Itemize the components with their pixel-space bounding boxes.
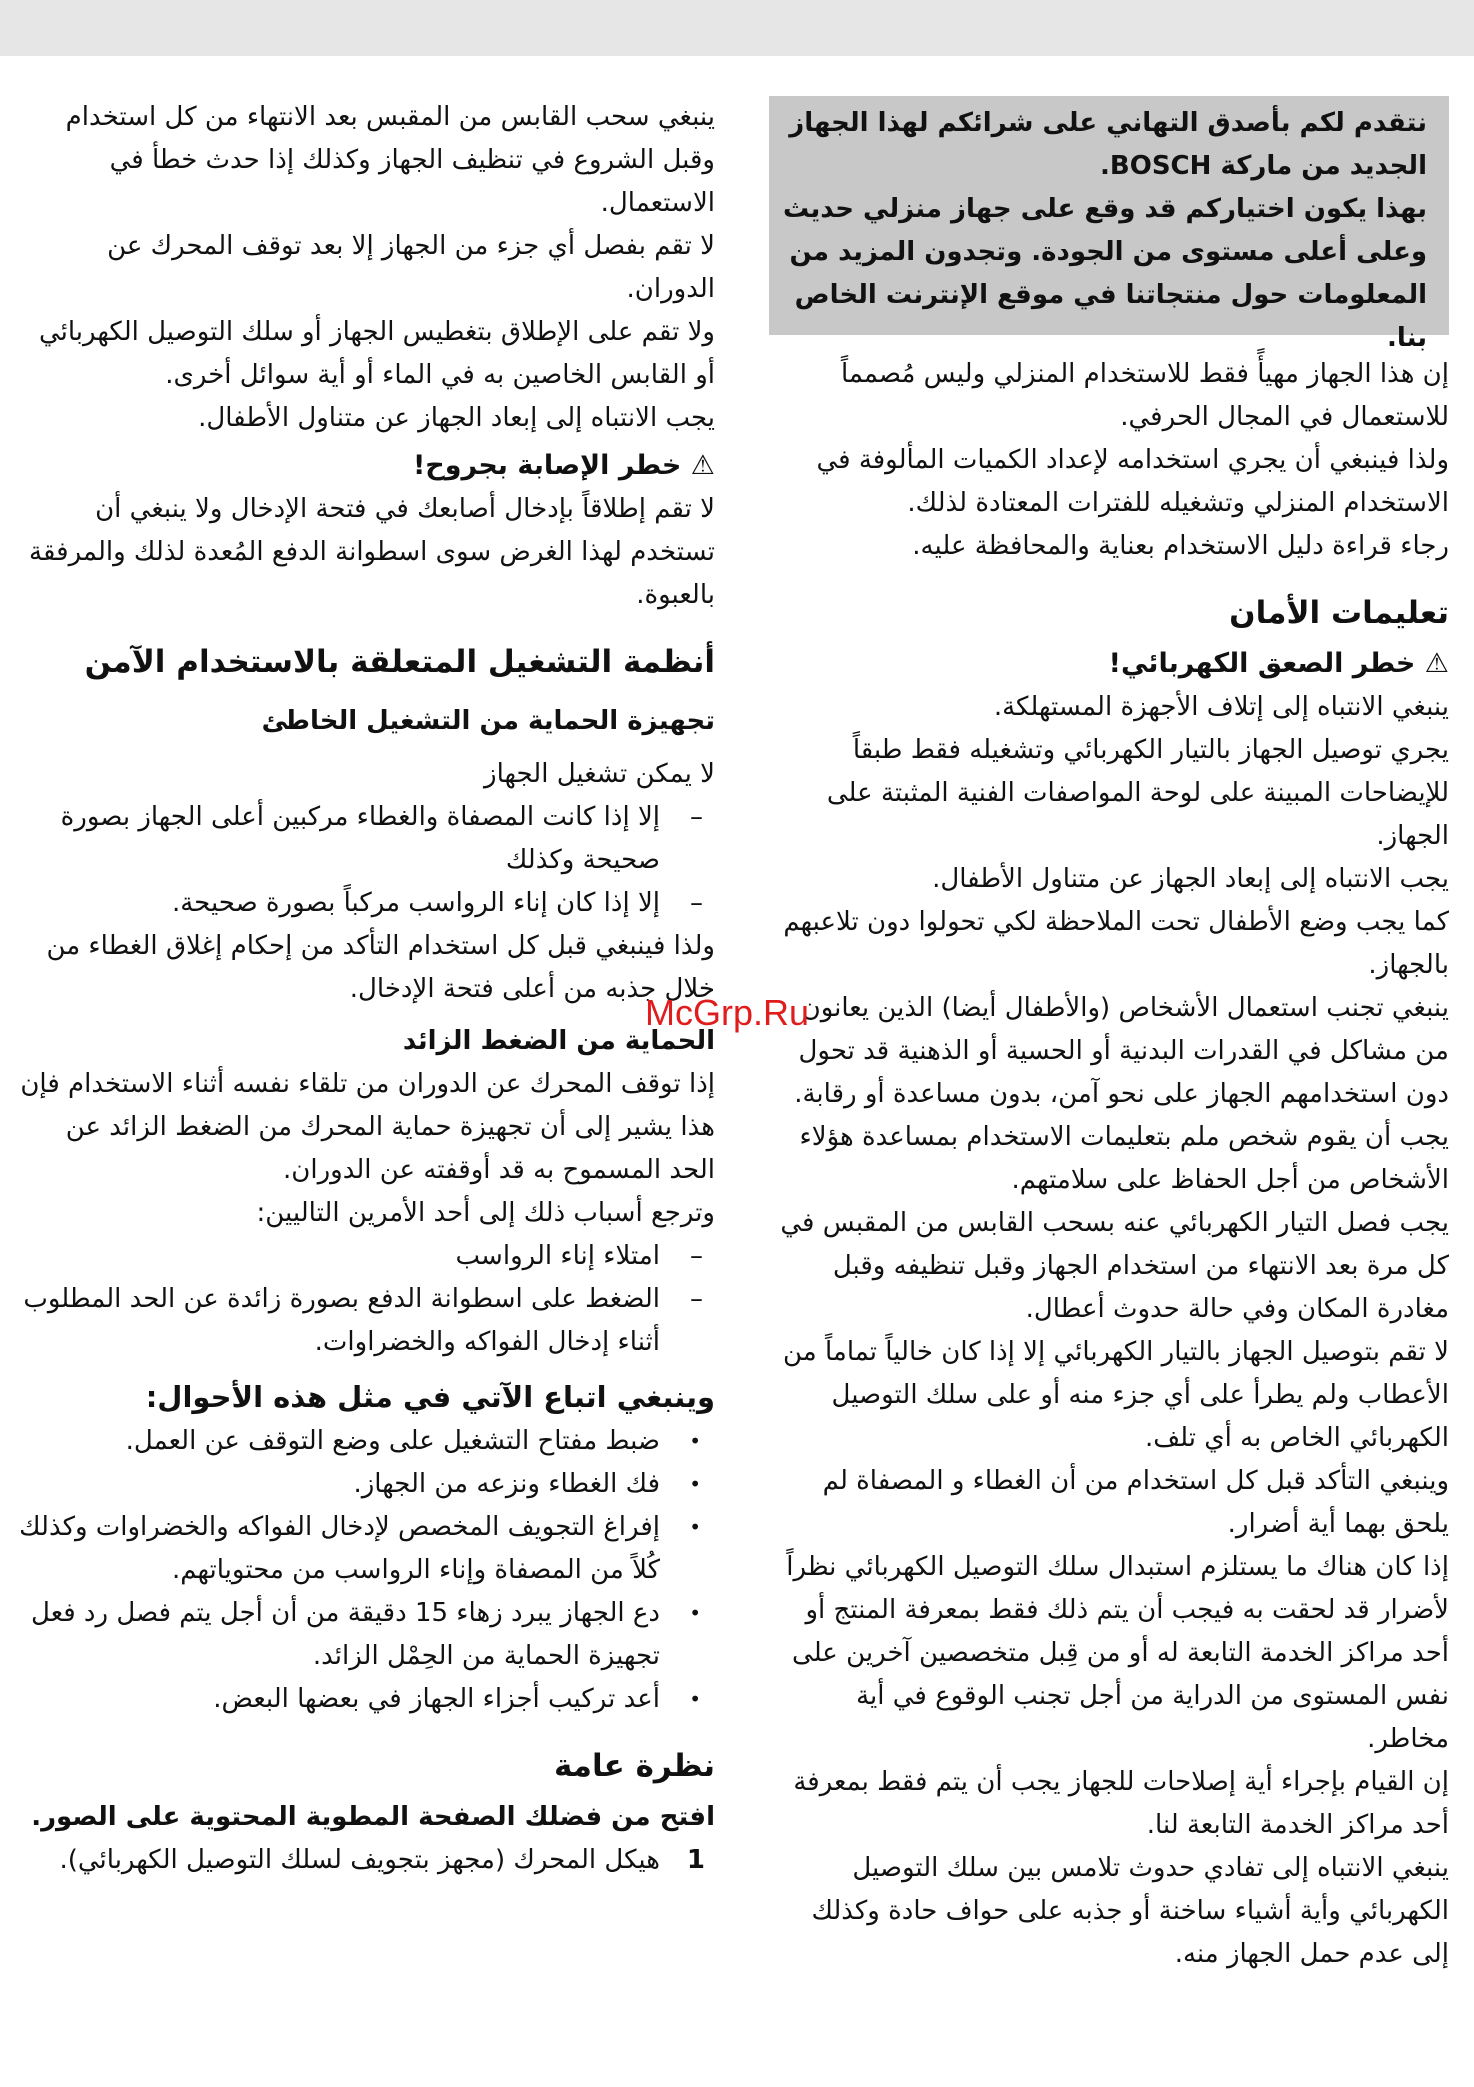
electric-shock-warning-label: خطر الصعق الكهربائي! <box>1108 648 1416 679</box>
reasons-list <box>12 1235 715 1364</box>
protection-heading: تجهيزة الحماية من التشغيل الخاطئ <box>261 706 715 736</box>
intro-box <box>769 96 1449 353</box>
left-column <box>12 96 715 1882</box>
list-item: – إلا إذا كانت المصفاة والغطاء مركبين أعلى الجهاز بصورة صحيحة وكذلك <box>12 796 715 882</box>
injury-paragraph: لا تقم إطلاقاً بإدخال أصابعك في فتحة الإدخال ولا ينبغي أن تستخدم لهذا الغرض سوى اسطوانة الدفع المُعدة لذلك والمرفقة بالعبوة. <box>29 494 715 610</box>
top-header-bar <box>0 0 1474 56</box>
protection-intro: لا يمكن تشغيل الجهاز <box>484 759 715 789</box>
safety-paragraph: يجب الانتباه إلى إبعاد الجهاز عن متناول الأطفال. <box>932 864 1449 894</box>
list-item: • أعد تركيب أجزاء الجهاز في بعضها البعض. <box>12 1678 715 1721</box>
item-number: 1 <box>686 1845 705 1875</box>
safety-paragraph: يجب الانتباه إلى إبعاد الجهاز عن متناول الأطفال. <box>198 403 715 433</box>
overview-heading: نظرة عامة <box>553 1748 715 1784</box>
steps-list <box>12 1420 715 1721</box>
electric-shock-warning-heading <box>769 642 1449 686</box>
safety-paragraph: وينبغي التأكد قبل كل استخدام من أن الغطاء و المصفاة لم يلحق بهما أية أضرار. <box>822 1466 1449 1539</box>
safety-paragraph: ينبغي تجنب استعمال الأشخاص (والأطفال أيضا) الذين يعانون من مشاكل في القدرات البدنية أو الحسية أو الذهنية قد تحول دون استخدامهم الجهاز على نحو آمن، بدون مساعدة أو رقابة. يجب أن يقوم شخص ملم بتعليمات الاستخدام بمساعدة هؤلاء الأشخاص من أجل الحفاظ على سلامتهم. <box>794 993 1449 1195</box>
overpressure-heading: الحماية من الضغط الزائد <box>402 1026 715 1056</box>
list-item: • فك الغطاء ونزعه من الجهاز. <box>12 1463 715 1506</box>
safety-paragraph: كما يجب وضع الأطفال تحت الملاحظة لكي تحولوا دون تلاعبهم بالجهاز. <box>783 907 1449 980</box>
safety-paragraph: يجري توصيل الجهاز بالتيار الكهربائي وتشغيله فقط طبقاً للإيضاحات المبينة على لوحة المواصفات الفنية المثبتة على الجهاز. <box>826 735 1449 851</box>
list-item: • ضبط مفتاح التشغيل على وضع التوقف عن العمل. <box>12 1420 715 1463</box>
intro-box-congrats: نتقدم لكم بأصدق التهاني على شرائكم لهذا الجهاز الجديد من ماركة BOSCH. <box>789 108 1427 181</box>
safety-paragraph: ولا تقم على الإطلاق بتغطيس الجهاز أو سلك التوصيل الكهربائي أو القابس الخاصين به في الماء أو أية سوائل أخرى. <box>38 317 715 390</box>
list-item: 1 هيكل المحرك (مجهز بتجويف لسلك التوصيل الكهربائي). <box>12 1839 715 1882</box>
bullet-marker: • <box>689 1429 701 1453</box>
list-item: – الضغط على اسطوانة الدفع بصورة زائدة عن الحد المطلوب أثناء إدخال الفواكه والخضراوات. <box>12 1278 715 1364</box>
safety-paragraph: ينبغي الانتباه إلى تفادي حدوث تلامس بين سلك التوصيل الكهربائي وأية أشياء ساخنة أو جذبه على حواف حادة وكذلك إلى عدم حمل الجهاز منه. <box>811 1853 1449 1969</box>
safety-paragraph: يجب فصل التيار الكهربائي عنه بسحب القابس من المقبس في كل مرة بعد الانتهاء من استخدام الجهاز وقبل تنظيفه وقبل مغادرة المكان وفي حالة حدوث أعطال. <box>780 1208 1449 1324</box>
warning-triangle-icon: ⚠ <box>690 450 715 481</box>
steps-heading: وينبغي اتباع الآتي في مثل هذه الأحوال: <box>145 1380 715 1414</box>
dash-marker: – <box>690 802 703 832</box>
reasons-intro: وترجع أسباب ذلك إلى أحد الأمرين التاليين: <box>256 1198 715 1228</box>
safety-paragraph: ينبغي الانتباه إلى إتلاف الأجهزة المستهلكة. <box>993 692 1449 722</box>
intro-paragraph: رجاء قراءة دليل الاستخدام بعناية والمحافظة عليه. <box>912 531 1449 561</box>
list-item: • إفراغ التجويف المخصص لإدخال الفواكه والخضراوات وكذلك كُلاً من المصفاة وإناء الرواسب من محتوياتهم. <box>12 1506 715 1592</box>
intro-paragraph: ولذا فينبغي أن يجري استخدامه لإعداد الكميات المألوفة في الاستخدام المنزلي وتشغيله للفترات المعتادة لذلك. <box>816 445 1449 518</box>
safety-paragraph: إذا كان هناك ما يستلزم استبدال سلك التوصيل الكهربائي نظراً لأضرار قد لحقت به فيجب أن يتم ذلك فقط بمعرفة المنتج أو أحد مراكز الخدمة التابعة له أو من قِبل متخصصين آخرين على نفس المستوى من الدراية من أجل تجنب الوقوع في أية مخاطر. <box>786 1552 1449 1754</box>
list-item: – إلا إذا كان إناء الرواسب مركباً بصورة صحيحة. <box>12 882 715 925</box>
safety-paragraph: لا تقم بفصل أي جزء من الجهاز إلا بعد توقف المحرك عن الدوران. <box>107 231 715 304</box>
intro-paragraph: إن هذا الجهاز مهيأً فقط للاستخدام المنزلي وليس مُصمماً للاستعمال في المجال الحرفي. <box>840 359 1449 432</box>
safety-paragraph: لا تقم بتوصيل الجهاز بالتيار الكهربائي إلا إذا كان خالياً تماماً من الأعطاب ولم يطرأ على أي جزء منه أو على سلك التوصيل الكهربائي الخاص به أي تلف. <box>782 1337 1449 1453</box>
list-item: • دع الجهاز يبرد زهاء 15 دقيقة من أن أجل يتم فصل رد فعل تجهيزة الحماية من الحِمْل الزائد. <box>12 1592 715 1678</box>
bullet-marker: • <box>689 1687 701 1711</box>
dash-marker: – <box>690 1284 703 1314</box>
safety-instructions-heading: تعليمات الأمان <box>1229 595 1449 631</box>
safety-paragraph: إن القيام بإجراء أية إصلاحات للجهاز يجب أن يتم فقط بمعرفة أحد مراكز الخدمة التابعة لنا. <box>793 1767 1449 1840</box>
overpressure-paragraph: إذا توقف المحرك عن الدوران من تلقاء نفسه أثناء الاستخدام فإن هذا يشير إلى أن تجهيزة حماية المحرك من الضغط الزائد عن الحد المسموح به قد أوقفته عن الدوران. <box>20 1069 715 1185</box>
dash-marker: – <box>690 888 703 918</box>
safe-use-heading: أنظمة التشغيل المتعلقة بالاستخدام الآمن <box>84 644 715 680</box>
injury-warning-heading <box>12 444 715 488</box>
bullet-marker: • <box>689 1472 701 1496</box>
protection-list <box>12 796 715 925</box>
list-item: – امتلاء إناء الرواسب <box>12 1235 715 1278</box>
protection-outro: ولذا فينبغي قبل كل استخدام التأكد من إحكام إغلاق الغطاء من خلال جذبه من أعلى فتحة الإدخال. <box>46 931 715 1004</box>
warning-triangle-icon: ⚠ <box>1424 648 1449 679</box>
bullet-marker: • <box>689 1515 701 1539</box>
safety-paragraph: ينبغي سحب القابس من المقبس بعد الانتهاء من كل استخدام وقبل الشروع في تنظيف الجهاز وكذلك إذا حدث خطأ في الاستعمال. <box>65 102 715 218</box>
intro-box-quality: بهذا يكون اختياركم قد وقع على جهاز منزلي حديث وعلى أعلى مستوى من الجودة. وتجدون المزيد من المعلومات حول منتجاتنا في موقع الإنترنت الخاص بنا. <box>782 194 1427 353</box>
overview-intro: افتح من فضلك الصفحة المطوية المحتوية على الصور. <box>31 1802 715 1832</box>
bullet-marker: • <box>689 1601 701 1625</box>
watermark: McGrp.Ru <box>645 992 810 1033</box>
dash-marker: – <box>690 1241 703 1271</box>
right-column <box>769 96 1449 1976</box>
overview-list <box>12 1839 715 1882</box>
injury-warning-label: خطر الإصابة بجروح! <box>412 450 682 481</box>
